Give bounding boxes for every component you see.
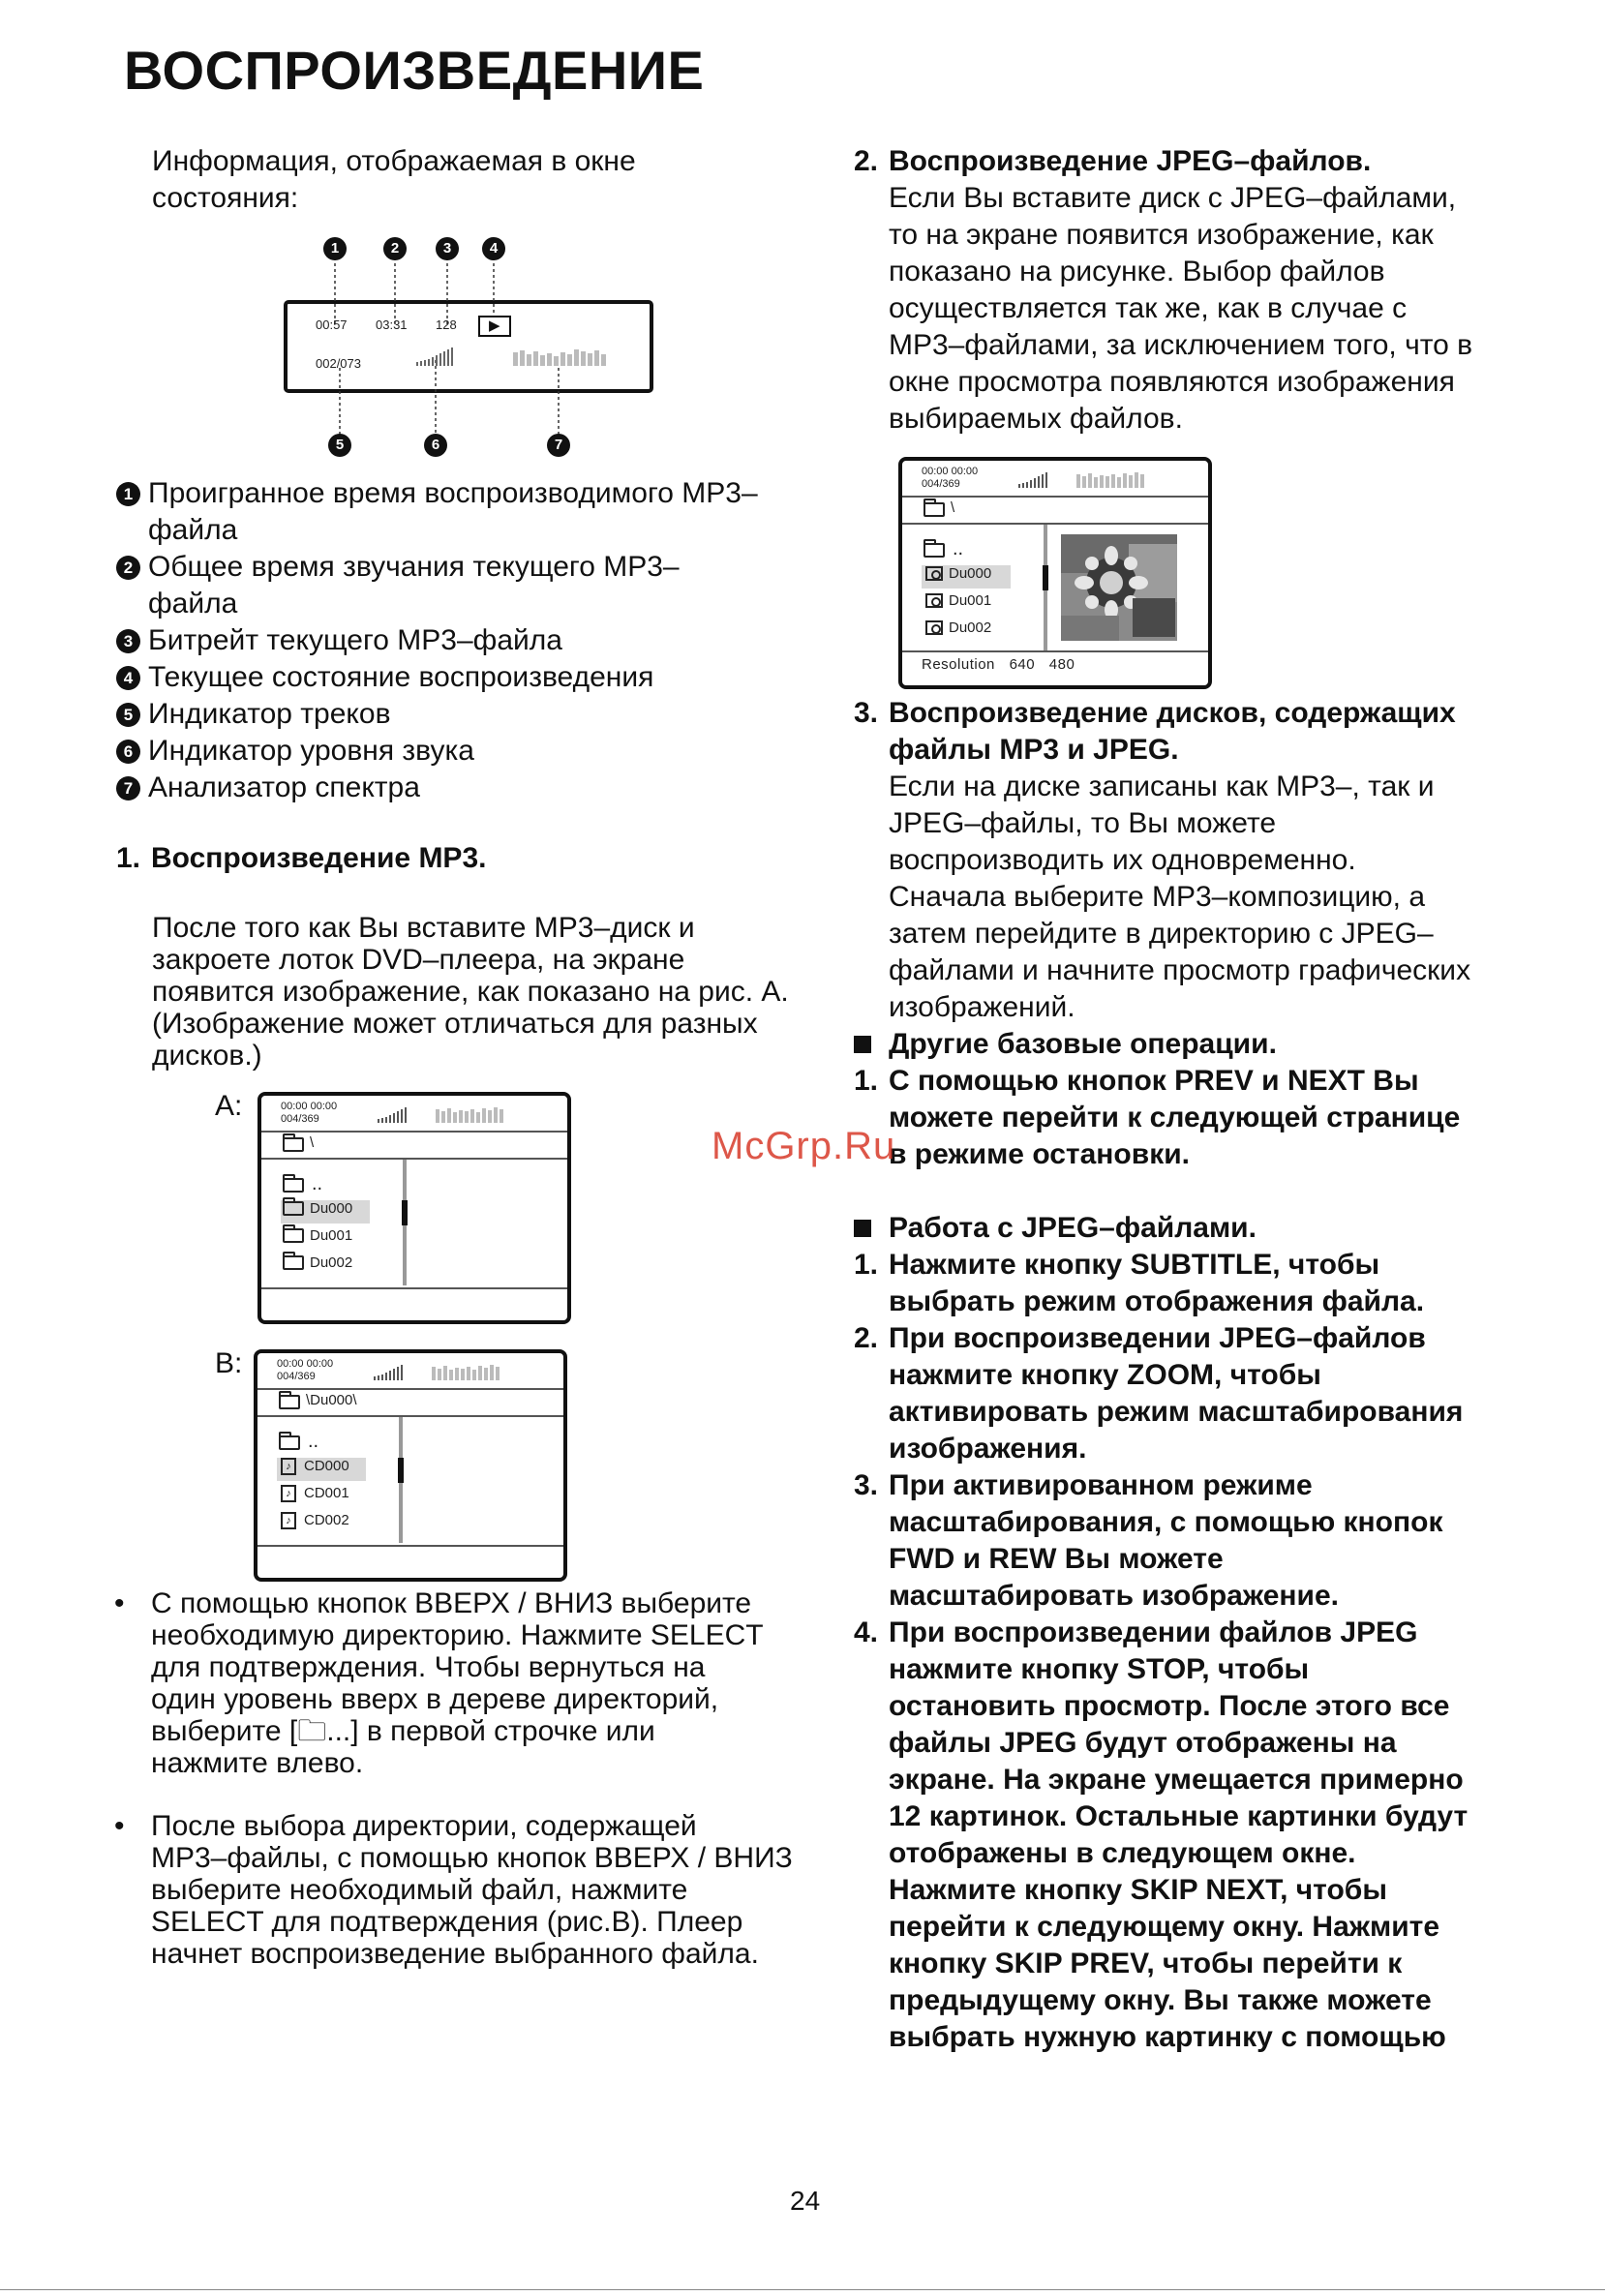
legend-item: 6 Индикатор уровня звука (116, 733, 758, 770)
bitrate: 128 (436, 317, 457, 332)
folder-icon (279, 1395, 300, 1409)
screen-a-path: \ (310, 1134, 315, 1151)
list-item[interactable]: Du001 (283, 1227, 352, 1245)
callout-7: 7 (547, 434, 570, 457)
list-item[interactable]: Du002 (283, 1254, 352, 1272)
legend-number: 4 (116, 666, 140, 690)
figure-label-b: B: (215, 1347, 243, 1379)
jpeg-ops-item: 2. При воспроизведении JPEG–файлов нажмите кнопку ZOOM, чтобы активировать режим масштабирования изображения. (854, 1322, 1464, 1465)
figure-label-a: A: (215, 1090, 243, 1122)
screen-a (257, 1092, 571, 1324)
time-total: 03:31 (376, 317, 408, 332)
screen-b-footer-line (257, 1545, 563, 1547)
legend-number: 3 (116, 629, 140, 653)
screen-a-count: 004/369 (281, 1113, 319, 1125)
screen-b-time: 00:00 00:00 (277, 1358, 334, 1370)
screen-b-meters (374, 1361, 548, 1382)
resolution-readout: Resolution 640 480 (922, 656, 1075, 673)
image-file-icon (925, 593, 943, 608)
play-icon: ▶ (489, 317, 500, 334)
section-3: 3. Воспроизведение дисков, содержащих файлы MP3 и JPEG. Если на диске записаны как MP3–, так и JPEG–файлы, то Вы можете воспроизводить их одновременно. Сначала выберите MP3–композицию, а затем перейдите в директорию с JPEG– файлами и начните просмотр графических изображений. Другие базовые операции. 1. С помощью кнопок PREV и NEXT Вы можете перейти к следующей странице в режиме остановки. (854, 695, 1470, 1173)
intro-text: Информация, отображаемая в окне состояния: (152, 145, 636, 214)
list-item-up[interactable]: .. (283, 1173, 322, 1195)
music-file-icon: ♪ (281, 1485, 296, 1502)
legend-item: 7 Анализатор спектра (116, 770, 758, 806)
callout-5: 5 (328, 434, 351, 457)
list-item-selected[interactable]: Du000 (922, 565, 1011, 589)
screen-a-footer-line (261, 1287, 567, 1289)
list-item[interactable]: ♪ CD001 (281, 1485, 349, 1502)
scrollbar-thumb[interactable] (1043, 565, 1048, 590)
screen-b-path-bar (257, 1388, 563, 1417)
jpeg-ops-item: 4. При воспроизведении файлов JPEG нажмите кнопку STOP, чтобы остановить просмотр. После этого все файлы JPEG будут отображены на экране. На экране умещается примерно 12 картинок. Остальные картинки будут отображены в следующем окне. Нажмите кнопку SKIP NEXT, чтобы перейти к следующему окну. Нажмите кнопку SKIP PREV, чтобы перейти к предыдущему окну. Вы также можете выбрать нужную картинку с помощью (854, 1616, 1469, 2053)
scrollbar-thumb[interactable] (402, 1200, 408, 1225)
screen-b (254, 1349, 567, 1582)
screen-a-meters (378, 1103, 552, 1125)
square-bullet-icon (854, 1220, 871, 1237)
list-item[interactable]: Du002 (925, 619, 991, 637)
music-file-icon: ♪ (281, 1512, 296, 1529)
jpeg-ops-heading: Работа с JPEG–файлами. (854, 1210, 1468, 1247)
bullet-item: • С помощью кнопок ВВЕРХ / ВНИЗ выберите необходимую директорию. Нажмите SELECT для подтверждения. Чтобы вернуться на один уровень вверх в дереве директорий, выберите [🗀...] в первой строчке или нажмите влево. (114, 1587, 764, 1779)
legend-number: 1 (116, 482, 140, 506)
scrollbar-thumb[interactable] (398, 1458, 404, 1483)
folder-icon (283, 1228, 304, 1243)
screen-a-time: 00:00 00:00 (281, 1101, 338, 1112)
status-window-diagram (281, 232, 668, 465)
screen-b-path: \Du000\ (306, 1392, 357, 1408)
bullet-item: • После выбора директории, содержащей MP3–файлы, с помощью кнопок ВВЕРХ / ВНИЗ выберите необходимый файл, нажмите SELECT для подтверждения (рис.В). Плеер начнет воспроизведение выбранного файла. (114, 1810, 793, 1970)
list-item-selected[interactable]: Du000 (281, 1200, 370, 1224)
legend-item: 2 Общее время звучания текущего MP3– (116, 549, 758, 586)
page-number: 24 (790, 2186, 821, 2216)
screen-j-path-bar (902, 496, 1208, 525)
screen-j-path: \ (951, 499, 955, 516)
image-file-icon (925, 566, 943, 581)
page-title: ВОСПРОИЗВЕДЕНИЕ (124, 40, 705, 101)
square-bullet-icon (854, 1036, 871, 1053)
folder-icon (924, 502, 945, 517)
status-window-lines (281, 232, 668, 465)
legend-number: 2 (116, 556, 140, 580)
time-played: 00:57 (316, 317, 348, 332)
legend-item: 5 Индикатор треков (116, 696, 758, 733)
folder-icon (283, 1137, 304, 1152)
legend-item: 3 Битрейт текущего MP3–файла (116, 622, 758, 659)
list-item[interactable]: Du001 (925, 592, 991, 610)
screen-b-count: 004/369 (277, 1371, 316, 1382)
screen-j-footer-line (902, 650, 1208, 652)
callout-2: 2 (383, 237, 407, 260)
list-item-selected[interactable]: ♪ CD000 (277, 1458, 366, 1481)
legend-list: 1 Проигранное время воспроизводимого MP3– файла 2 Общее время звучания текущего MP3– файла 3 Битрейт текущего MP3–файла 4 Текущее состояние воспроизведения 5 Индикатор треков 6 Индикатор уровня звука 7 Анализатор спектра (116, 475, 758, 806)
other-ops-item: 1. С помощью кнопок PREV и NEXT Вы можете перейти к следующей странице в режиме остановки. (854, 1065, 1461, 1170)
callout-1: 1 (323, 237, 347, 260)
jpeg-ops (854, 1210, 1468, 2056)
preview-image (1061, 534, 1177, 641)
track-indicator: 002/073 (316, 356, 361, 371)
callout-6: 6 (424, 434, 447, 457)
bottom-divider (0, 2289, 1605, 2290)
jpeg-ops-item: 1. Нажмите кнопку SUBTITLE, чтобы выбрать режим отображения файла. (854, 1249, 1425, 1317)
folder-icon (279, 1435, 300, 1450)
section-2: 2. Воспроизведение JPEG–файлов. Если Вы вставите диск с JPEG–файлами, то на экране появится изображение, как показано на рисунке. Выбор файлов осуществляется так же, как в случае с MP3–файлами, за исключением того, что в окне просмотра появляются изображения выбираемых файлов. (854, 145, 1473, 435)
folder-icon (283, 1201, 304, 1216)
folder-icon (924, 543, 945, 558)
list-item[interactable]: ♪ CD002 (281, 1512, 349, 1529)
legend-number: 5 (116, 703, 140, 727)
screen-jpeg (898, 457, 1212, 689)
jpeg-ops-item: 3. При активированном режиме масштабирования, с помощью кнопок FWD и REW Вы можете масштабировать изображение. (854, 1469, 1443, 1612)
screen-a-path-bar (261, 1131, 567, 1160)
image-file-icon (925, 620, 943, 635)
legend-number: 7 (116, 776, 140, 801)
screen-j-count: 004/369 (922, 478, 960, 490)
section-1-heading: 1. Воспроизведение MP3. (116, 842, 487, 874)
screen-j-time: 00:00 00:00 (922, 466, 979, 477)
list-item-up[interactable]: .. (279, 1431, 318, 1453)
legend-item: 1 Проигранное время воспроизводимого MP3– (116, 475, 758, 512)
screen-j-meters (1018, 468, 1193, 490)
folder-icon (283, 1178, 304, 1193)
legend-item: 4 Текущее состояние воспроизведения (116, 659, 758, 696)
section-1-paragraph: После того как Вы вставите MP3–диск и закроете лоток DVD–плеера, на экране появится изображение, как показано на рис. А. (Изображение может отличаться для разных дисков.) (152, 912, 789, 1072)
callout-3: 3 (436, 237, 459, 260)
callout-4: 4 (482, 237, 505, 260)
music-file-icon: ♪ (281, 1458, 296, 1475)
other-ops-heading: Другие базовые операции. (854, 1026, 1470, 1063)
list-item-up[interactable]: .. (924, 538, 963, 560)
folder-icon (283, 1255, 304, 1270)
watermark: McGrp.Ru (712, 1125, 896, 1167)
legend-number: 6 (116, 740, 140, 764)
